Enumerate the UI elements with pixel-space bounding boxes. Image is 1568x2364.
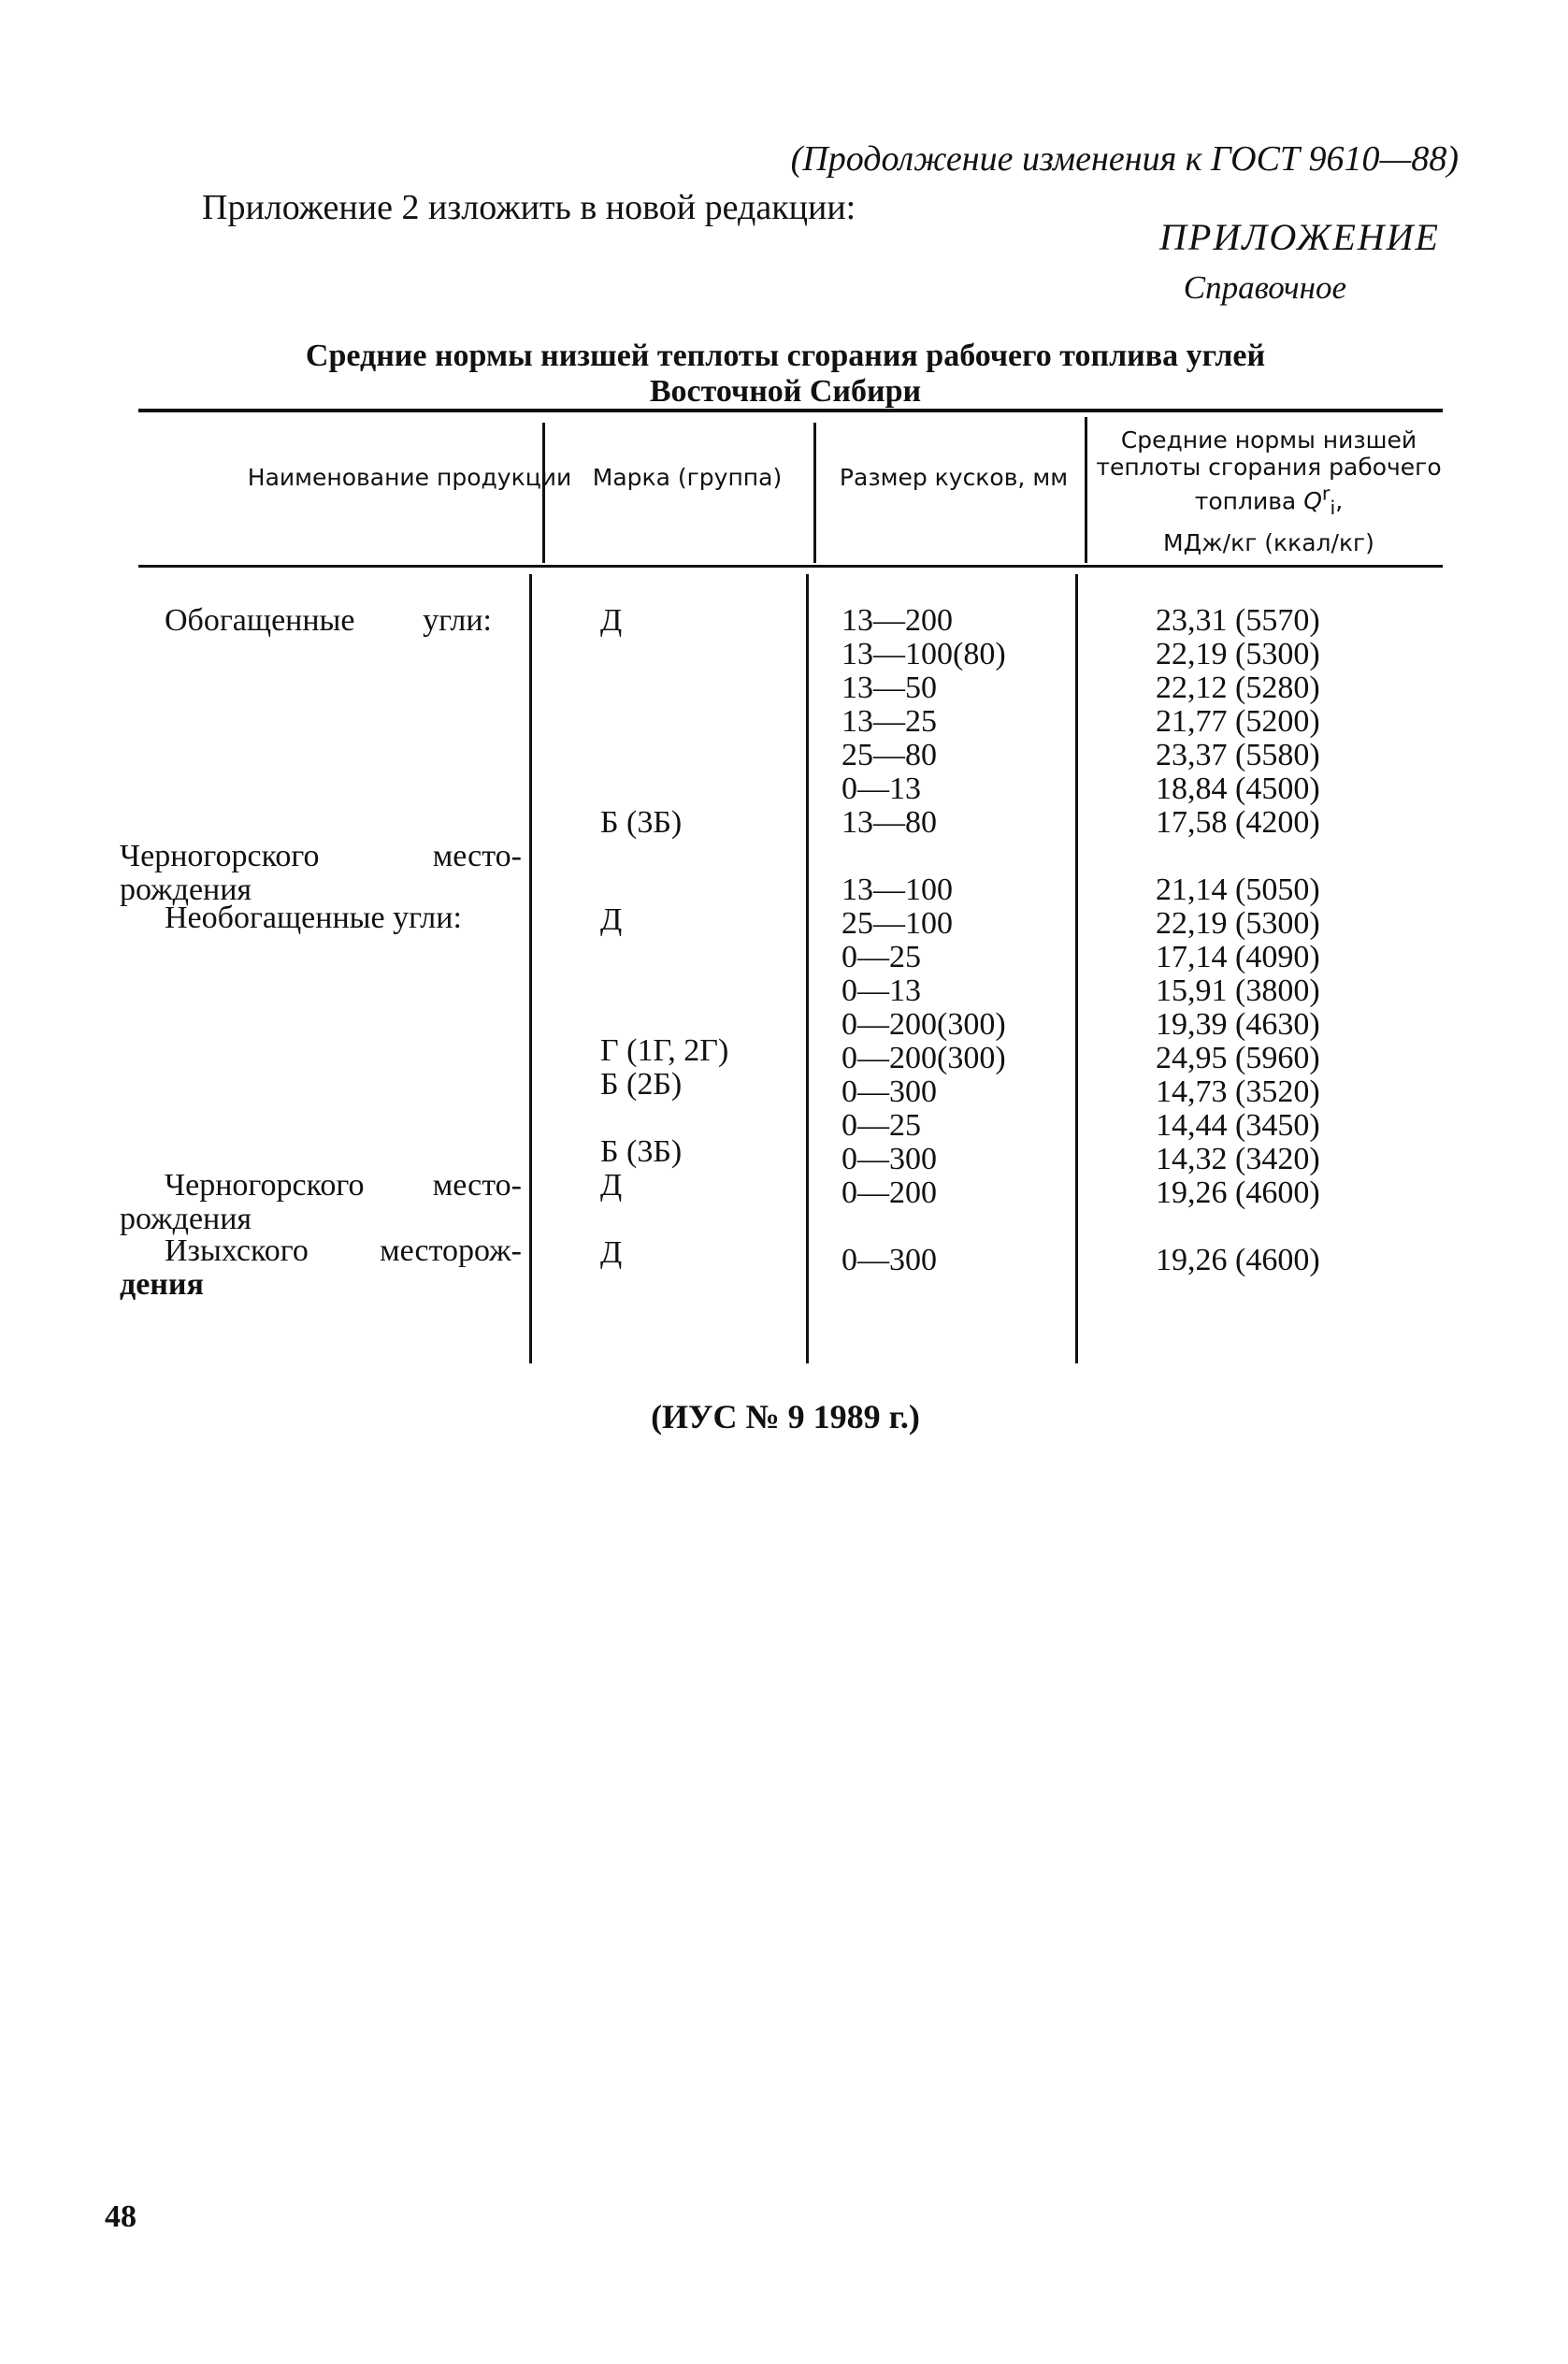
value-cell: 22,12 (5280): [1156, 670, 1320, 705]
value-cell: 24,95 (5960): [1156, 1041, 1320, 1075]
size-cell: 13—200: [842, 603, 953, 638]
column-header-grade: Марка (группа): [592, 464, 783, 491]
column-header-norm: [1096, 426, 1442, 556]
norm-unit: МДж/кг (ккал/кг): [1163, 529, 1374, 557]
source-reference: (ИУС № 9 1989 г.): [651, 1398, 920, 1435]
value-cell: 21,14 (5050): [1156, 872, 1320, 907]
size-cell: 0—200: [842, 1175, 937, 1210]
continuation-note: (Продолжение изменения к ГОСТ 9610—88): [790, 139, 1459, 179]
size-cell: 25—80: [842, 738, 937, 772]
value-cell: 18,84 (4500): [1156, 771, 1320, 806]
grade-cell: Б (3Б): [600, 805, 683, 840]
norm-symbol: $Q^r_i$,: [1303, 483, 1344, 520]
size-cell: 0—300: [842, 1243, 937, 1277]
size-cell: 0—200(300): [842, 1007, 1006, 1042]
column-header-product: Наименование продукции: [247, 464, 572, 491]
value-cell: 23,31 (5570): [1156, 603, 1320, 638]
size-cell: 0—25: [842, 1108, 921, 1143]
size-cell: 13—100: [842, 872, 953, 907]
product-chernogorsk-2: Черногорского место- рождения: [120, 1168, 522, 1236]
value-cell: 15,91 (3800): [1156, 973, 1320, 1008]
appendix-title: ПРИЛОЖЕНИЕ: [1159, 216, 1440, 258]
product-izykh: Изыхского месторож- дения: [120, 1233, 522, 1302]
size-cell: 13—100(80): [842, 637, 1006, 671]
size-cell: 0—13: [842, 973, 921, 1008]
grade-cell: Д: [600, 1235, 623, 1270]
value-cell: 17,58 (4200): [1156, 805, 1320, 840]
value-cell: 22,19 (5300): [1156, 637, 1320, 671]
value-cell: 14,73 (3520): [1156, 1074, 1320, 1109]
size-cell: 13—50: [842, 670, 937, 705]
size-cell: 13—25: [842, 704, 937, 739]
page-number: 48: [105, 2199, 137, 2234]
size-cell: 0—300: [842, 1074, 937, 1109]
product-unenriched: Необогащенные угли:: [165, 901, 462, 935]
grade-cell: Б (3Б): [600, 1134, 683, 1169]
value-cell: 14,32 (3420): [1156, 1142, 1320, 1176]
table-title-line-1: Средние нормы низшей теплоты сгорания рабочего топлива углей: [305, 339, 1266, 373]
value-cell: 19,39 (4630): [1156, 1007, 1320, 1042]
grade-cell: Д: [600, 603, 623, 638]
size-cell: 25—100: [842, 906, 953, 941]
grade-cell: Д: [600, 902, 623, 937]
grade-cell: Б (2Б): [600, 1067, 683, 1102]
body-divider-2: [806, 574, 809, 1363]
table-title: [140, 339, 1431, 410]
value-cell: 23,37 (5580): [1156, 738, 1320, 772]
table-top-rule: [138, 409, 1443, 412]
table-title-line-2: Восточной Сибири: [649, 374, 922, 409]
value-cell: 21,77 (5200): [1156, 704, 1320, 739]
value-cell: 19,26 (4600): [1156, 1175, 1320, 1210]
grade-cell: Г (1Г, 2Г): [600, 1033, 729, 1068]
value-cell: 19,26 (4600): [1156, 1243, 1320, 1277]
table-header-rule: [138, 565, 1443, 568]
size-cell: 13—80: [842, 805, 937, 840]
body-divider-3: [1075, 574, 1078, 1363]
value-cell: 14,44 (3450): [1156, 1108, 1320, 1143]
header-divider-2: [813, 423, 816, 563]
header-divider-3: [1085, 417, 1087, 563]
size-cell: 0—200(300): [842, 1041, 1006, 1075]
size-cell: 0—300: [842, 1142, 937, 1176]
value-cell: 22,19 (5300): [1156, 906, 1320, 941]
product-chernogorsk-1: Черногорского место- рождения: [120, 839, 522, 907]
header-divider-1: [542, 423, 545, 563]
value-cell: 17,14 (4090): [1156, 940, 1320, 974]
body-divider-1: [529, 574, 532, 1363]
grade-cell: Д: [600, 1168, 623, 1203]
norm-label: Средние нормы низшей теплоты сгорания рабочего топлива: [1096, 426, 1442, 515]
column-header-size: Размер кусков, мм: [839, 464, 1069, 491]
appendix-subtitle: Справочное: [1183, 269, 1346, 306]
product-enriched: Обогащенные угли:: [165, 603, 492, 638]
size-cell: 0—13: [842, 771, 921, 806]
size-cell: 0—25: [842, 940, 921, 974]
instruction-text: Приложение 2 изложить в новой редакции:: [202, 188, 856, 227]
